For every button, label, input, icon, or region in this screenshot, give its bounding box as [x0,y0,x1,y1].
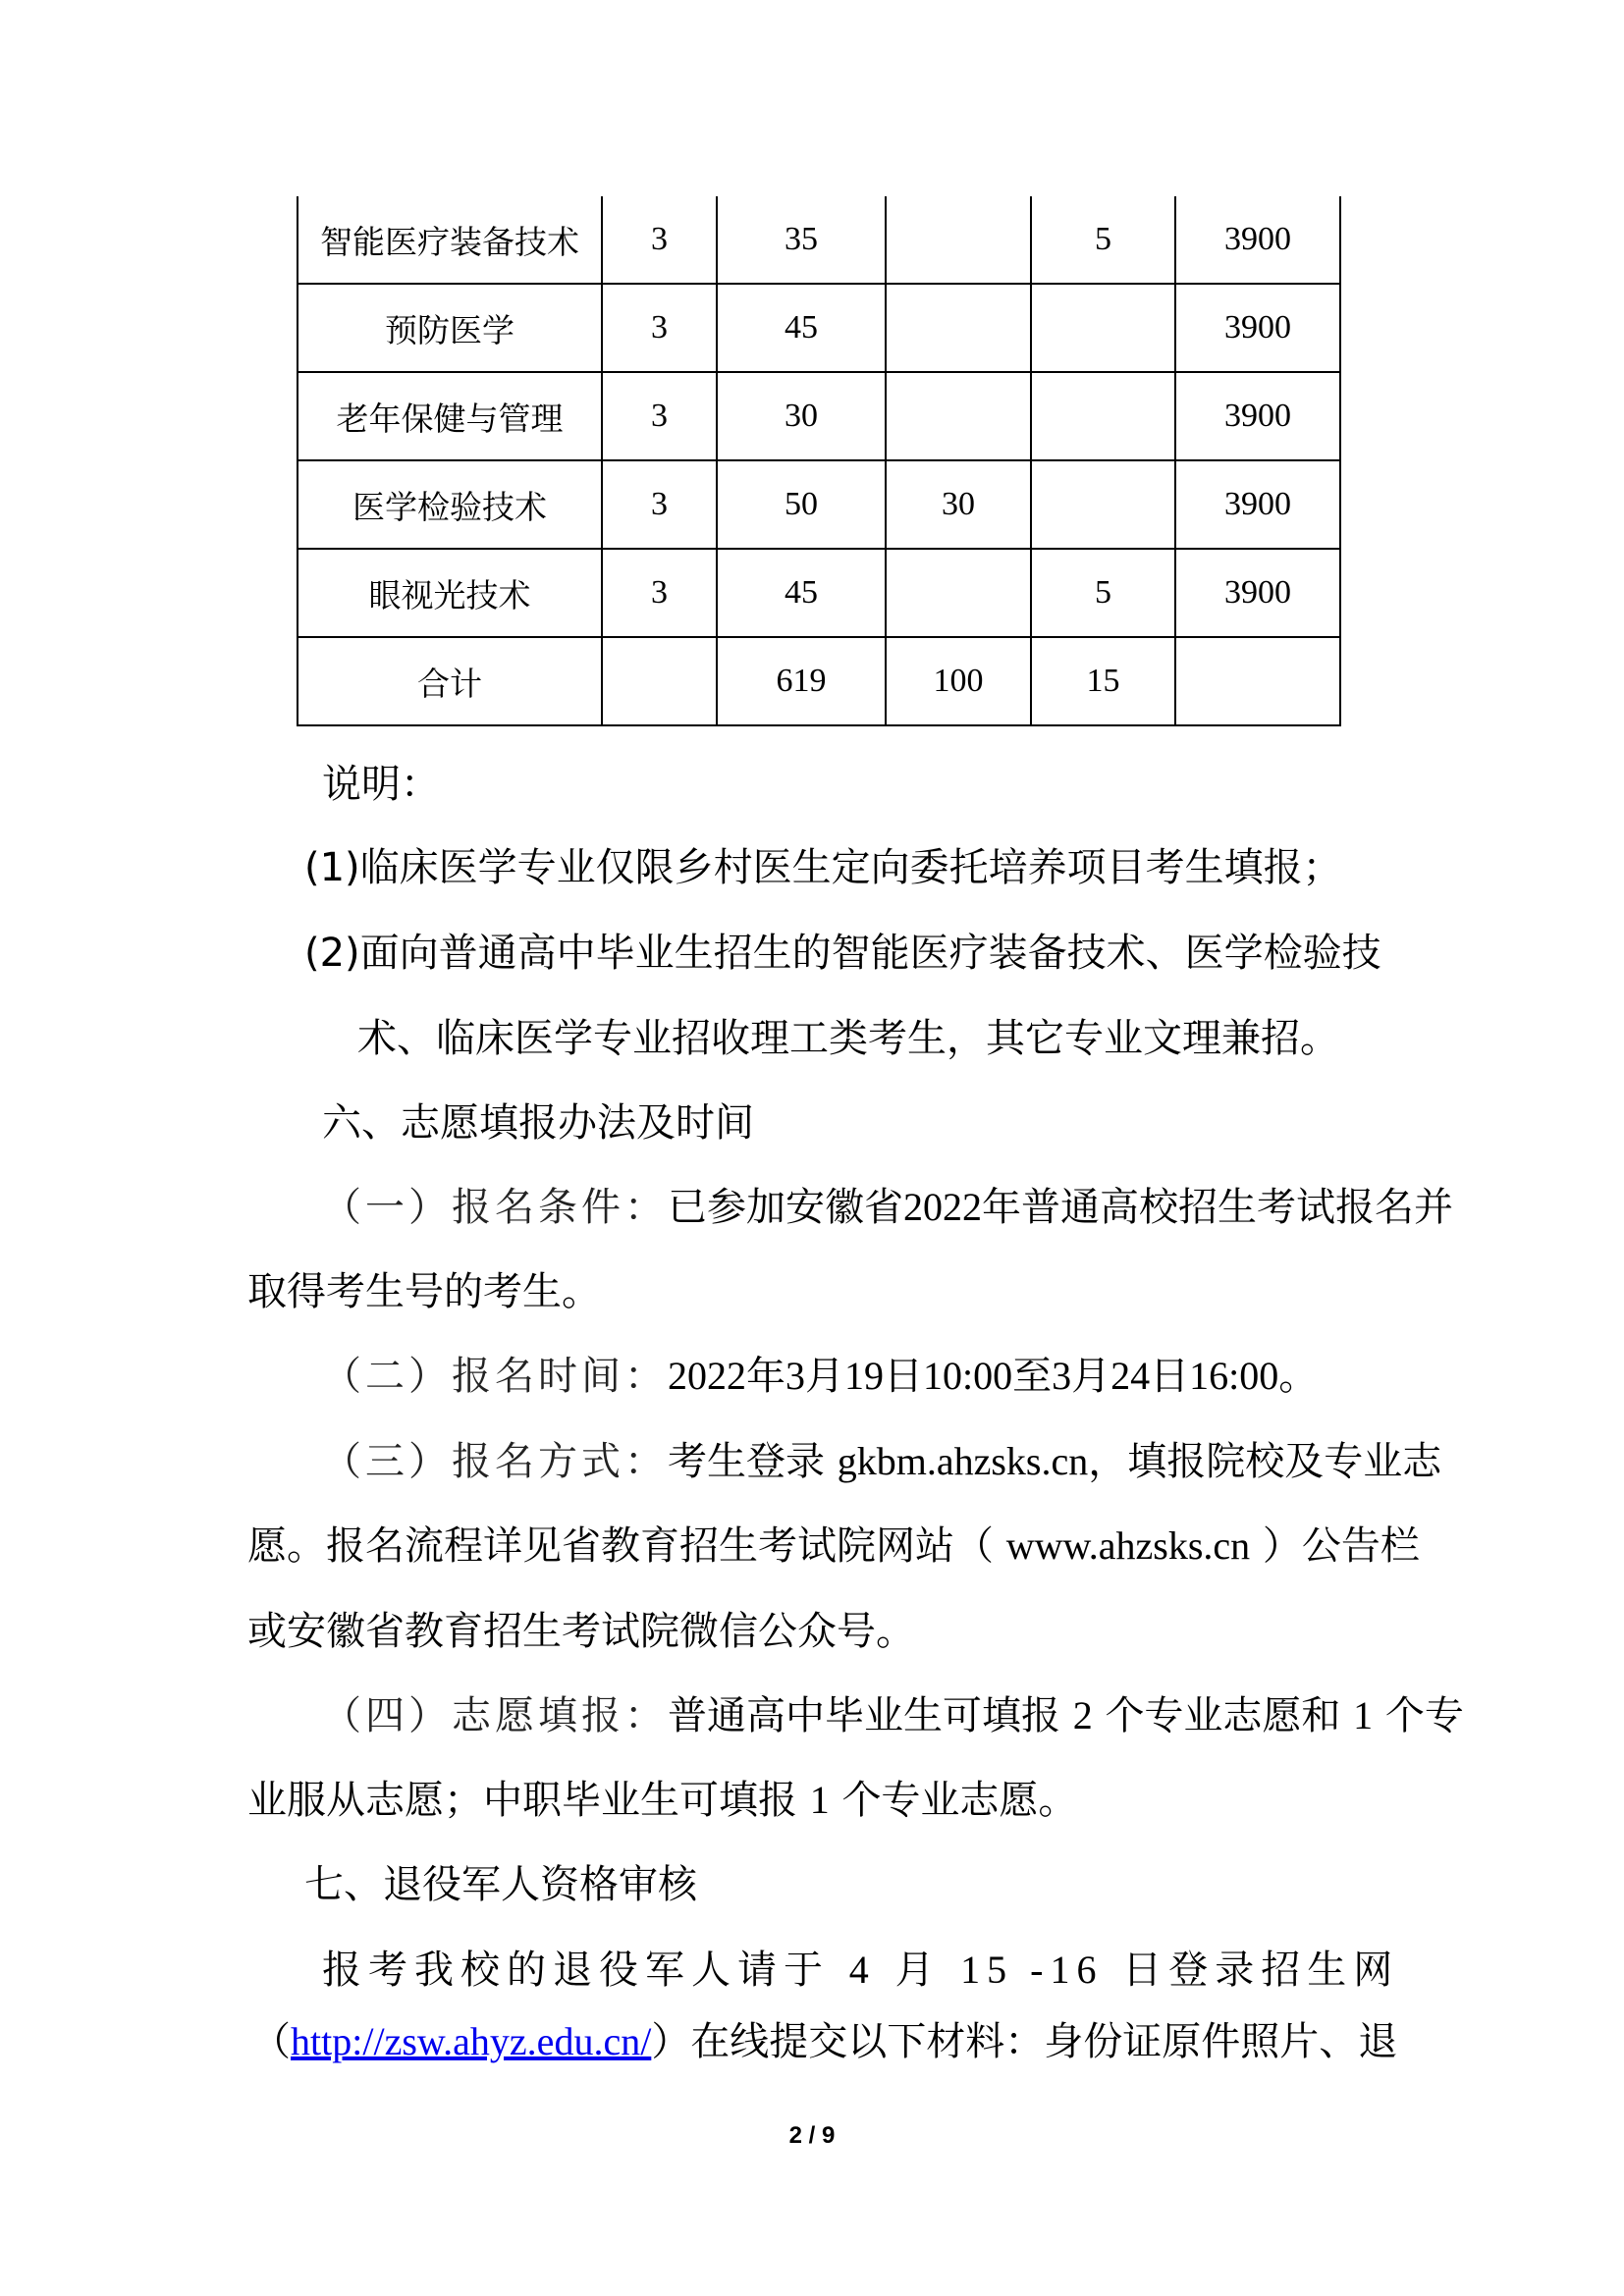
enrollment-table [297,196,1341,726]
text: 愿。报名流程详见省教育招生考试院网站（ [247,1523,994,1569]
text: ）在线提交以下材料：身份证原件照片、退 [651,2019,1398,2064]
quota-cell-3 [1031,372,1175,460]
date-part: 3 [1052,1354,1072,1398]
major-name: 智能医疗装备技术 [298,196,602,284]
quota-cell-3 [1031,284,1175,372]
registration-time [322,1345,1318,1401]
table-row [298,196,1340,284]
major-name: 预防医学 [298,284,602,372]
label-conditions: （一）报名条件： [322,1185,668,1230]
quota-cell: 50 [717,460,886,549]
page-number: 2 / 9 [788,2122,836,2149]
table-row [298,549,1340,637]
table-total-row [298,637,1340,725]
text: 业服从志愿；中职毕业生可填报 [247,1778,797,1823]
fee-cell [1175,637,1340,725]
date-part: 2022 [668,1354,746,1398]
site-address: www.ahzsks.cn [1005,1523,1251,1568]
text: 已参加安徽省 [668,1185,903,1230]
text: 日登录招生网 [1122,1948,1400,1993]
years-cell: 3 [602,196,717,284]
registration-conditions-continued: 取得考生号的考生。 [247,1269,601,1314]
text: 个专 [1384,1693,1464,1738]
note-item-1: (1)临床医学专业仅限乡村医生定向委托培养项目考生填报； [304,845,1342,890]
veteran-review-text [322,1939,1399,1995]
number: 2 [1072,1693,1093,1737]
quota-cell-2 [886,372,1031,460]
section-7-heading: 七、退役军人资格审核 [304,1862,697,1907]
date-part: 16:00 [1189,1354,1279,1398]
fee-cell: 3900 [1175,196,1340,284]
quota-cell-3 [1031,460,1175,549]
date-part: 3 [785,1354,805,1398]
date-range: 15 -16 [960,1948,1104,1992]
total-quota-3: 15 [1031,637,1175,725]
fee-cell: 3900 [1175,284,1340,372]
notes-heading: 说明： [322,762,440,807]
major-name: 老年保健与管理 [298,372,602,460]
total-quota-2: 100 [886,637,1031,725]
text: （ [251,2019,291,2064]
text: ，填报院校及专业志 [1088,1439,1442,1484]
date-part: 日 [884,1354,923,1399]
date-part: 年 [746,1354,785,1399]
date-part: 至 [1012,1354,1053,1399]
registration-method [322,1430,1441,1486]
quota-cell-2 [886,549,1031,637]
total-label: 合计 [298,637,602,725]
years-cell: 3 [602,284,717,372]
quota-cell-3: 5 [1031,549,1175,637]
text: 报考我校的退役军人请于 [322,1948,830,1993]
quota-cell-2 [886,284,1031,372]
note-item-2: (2)面向普通高中毕业生招生的智能医疗装备技术、医学检验技 [304,931,1381,976]
text: ）公告栏 [1262,1523,1420,1569]
table-row [298,372,1340,460]
volunteer-filling-continued [247,1769,1077,1825]
volunteer-filling [322,1684,1464,1740]
fee-cell: 3900 [1175,372,1340,460]
number: 4 [848,1948,876,1992]
number: 1 [1353,1693,1374,1737]
number: 1 [809,1778,830,1822]
admissions-link[interactable]: http://zsw.ahyz.edu.cn/ [291,2019,652,2063]
date-part: 月 [805,1354,844,1399]
registration-method-line-2 [247,1515,1420,1571]
quota-cell: 45 [717,284,886,372]
major-name: 眼视光技术 [298,549,602,637]
major-name: 医学检验技术 [298,460,602,549]
registration-method-line-3: 或安徽省教育招生考试院微信公众号。 [247,1609,915,1654]
text: 年普通高校招生考试报名并 [982,1185,1453,1230]
date-part: 10:00 [923,1354,1013,1398]
veteran-review-text-continued [251,2010,1397,2066]
date-part: 。 [1278,1354,1319,1399]
registration-conditions [322,1176,1453,1232]
quota-cell-2 [886,196,1031,284]
site-address: gkbm.ahzsks.cn [837,1439,1089,1483]
quota-cell: 45 [717,549,886,637]
label-time: （二）报名时间： [322,1354,668,1399]
years-cell: 3 [602,460,717,549]
table-row [298,284,1340,372]
text: 普通高中毕业生可填报 [668,1693,1060,1738]
text: 考生登录 [668,1439,825,1484]
years-cell: 3 [602,372,717,460]
date-part: 19 [844,1354,884,1398]
quota-cell: 30 [717,372,886,460]
text: 个专业志愿和 [1105,1693,1341,1738]
table-row [298,460,1340,549]
year: 2022 [903,1185,982,1229]
fee-cell: 3900 [1175,460,1340,549]
years-cell: 3 [602,549,717,637]
text: 个专业志愿。 [841,1778,1078,1823]
years-cell [602,637,717,725]
fee-cell: 3900 [1175,549,1340,637]
date-part: 24 [1110,1354,1151,1398]
section-6-heading: 六、志愿填报办法及时间 [322,1100,754,1146]
label-method: （三）报名方式： [322,1439,668,1484]
label-filling: （四）志愿填报： [322,1693,668,1738]
date-part: 日 [1150,1354,1190,1399]
quota-cell-2: 30 [886,460,1031,549]
quota-cell-3: 5 [1031,196,1175,284]
note-item-2-continued: 术、临床医学专业招收理工类考生，其它专业文理兼招。 [357,1016,1339,1061]
date-part: 月 [1071,1354,1111,1399]
quota-cell: 35 [717,196,886,284]
total-quota: 619 [717,637,886,725]
text: 月 [894,1948,942,1993]
